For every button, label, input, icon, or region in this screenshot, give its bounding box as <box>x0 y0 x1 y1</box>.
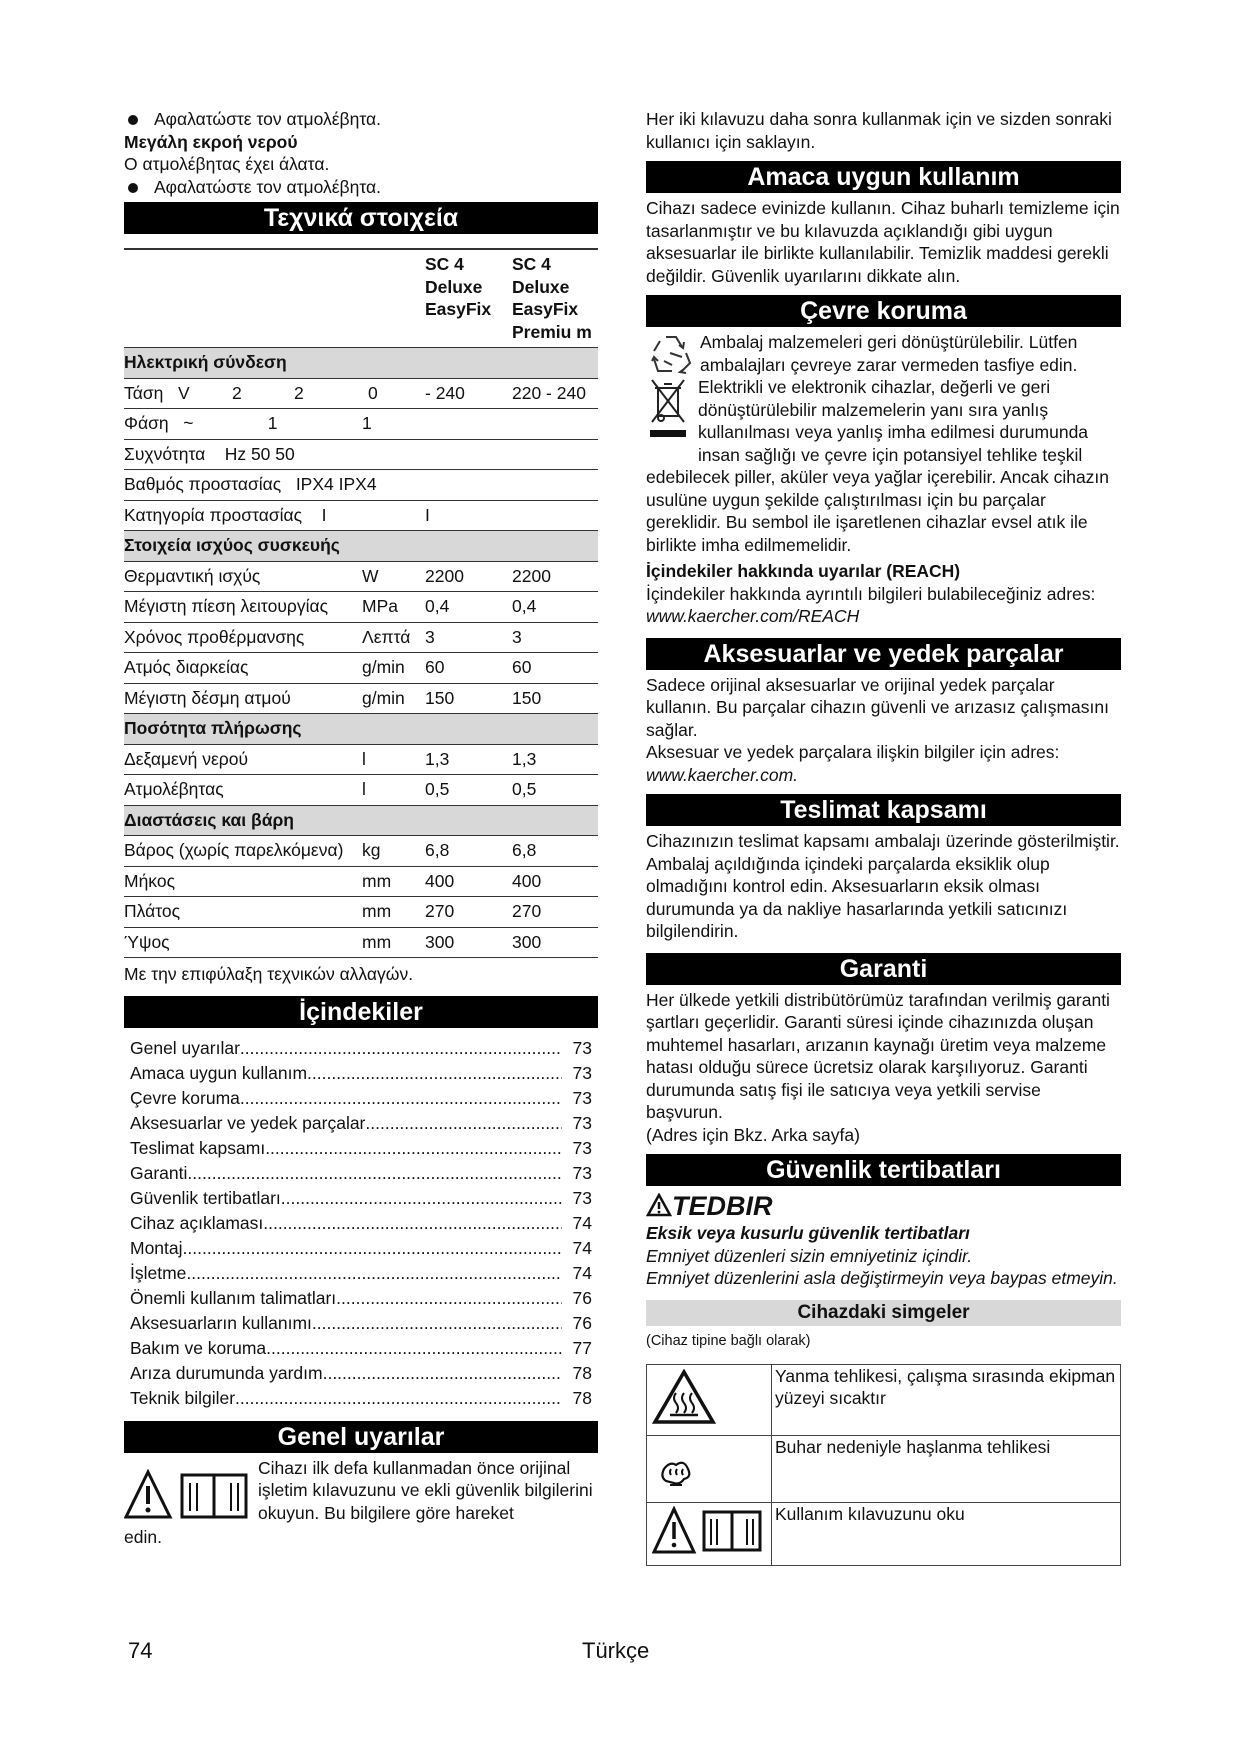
toc-entry[interactable] <box>130 1136 592 1161</box>
toc-entry[interactable] <box>130 1236 592 1261</box>
symbol-row-manual <box>647 1502 1121 1565</box>
section-title-warranty: Garanti <box>646 953 1121 985</box>
bullet-descale-1: Αφαλατώστε τον ατμολέβητα. <box>124 108 598 131</box>
hot-surface-icon <box>652 1369 716 1425</box>
safety-text-1: Emniyet düzenleri sizin emniyetiniz içindir. <box>646 1245 973 1266</box>
toc-entry-title: Aksesuarlar ve yedek parçalar <box>130 1112 366 1133</box>
env-weee-text: Elektrikli ve elektronik cihazlar, değerli ve geri dönüştürülebilir malzemelerin yanı sıra yanlış kullanılması veya yanlış imha edilmesi durumunda insan sağlığı ve çevre için potansiyel tehlike teşkil <box>698 377 1089 465</box>
toc-entry[interactable] <box>130 1386 592 1411</box>
toc-leader-dots <box>307 1061 562 1086</box>
spec-row-tank: Δεξαμενή νερού l 1,3 1,3 <box>124 744 598 775</box>
toc-entry-title: Arıza durumunda yardım <box>130 1362 323 1383</box>
toc-leader-dots <box>240 1036 562 1061</box>
spec-group-dims: Διαστάσεις και βάρη <box>124 805 598 836</box>
toc-leader-dots <box>186 1261 562 1286</box>
symbols-title: Cihazdaki simgeler <box>646 1300 1121 1326</box>
symbol-text-steam: Buhar nedeniyle haşlanma tehlikesi <box>772 1435 1121 1502</box>
toc-entry-page: 78 <box>572 1362 592 1383</box>
toc-entry-title: Genel uyarılar <box>130 1037 240 1058</box>
safety-text-2: Emniyet düzenlerini asla değiştirmeyin veya baypas etmeyin. <box>646 1268 1118 1288</box>
caution-label: TEDBIR <box>672 1191 773 1221</box>
spec-row-pressure: Μέγιστη πίεση λειτουργίας MPa 0,4 0,4 <box>124 592 598 623</box>
toc-leader-dots <box>183 1236 562 1261</box>
spec-col1-header: SC 4 Deluxe EasyFix <box>425 249 512 348</box>
warning-manual-icon <box>124 1469 252 1521</box>
toc-entry-page: 74 <box>572 1212 592 1233</box>
toc-entry[interactable] <box>130 1061 592 1086</box>
general-icons <box>124 1457 258 1527</box>
reach-link[interactable]: www.kaercher.com/REACH <box>646 606 860 626</box>
toc-entry-page: 76 <box>572 1287 592 1308</box>
toc-entry[interactable] <box>130 1111 592 1136</box>
steam-scald-icon <box>656 1451 696 1491</box>
spec-row-voltage: Τάση V 2 2 0 - 240 220 - 240 <box>124 378 598 409</box>
delivery-text: Cihazınızın teslimat kapsamı ambalajı üzerinde gösterilmiştir. Ambalaj açıldığında içindeki parçalarda eksiklik olup olmadığını kontrol edin. Aksesuarların eksik olması durumunda ya da nakliye hasarlarında yetkili satıcınızı bilgilendirin. <box>646 831 1120 941</box>
spec-col2-header: SC 4 Deluxe EasyFix Premiu m <box>512 249 598 348</box>
safety-bold: Eksik veya kusurlu güvenlik tertibatları <box>646 1223 970 1243</box>
intended-use-text: Cihazı sadece evinizde kullanın. Cihaz buharlı temizleme için tasarlanmıştır ve bu kılavuzda açıklandığı gibi uygun aksesuarlar ile birlikte kullanılabilir. Temizlik maddesi gerekli değildir. Güvenlik uyarılarını dikkate alın. <box>646 198 1120 286</box>
toc-entry-page: 73 <box>572 1187 592 1208</box>
toc-leader-dots <box>235 1386 562 1411</box>
env-weee-block <box>646 376 1121 466</box>
toc-entry-title: Amaca uygun kullanım <box>130 1062 308 1083</box>
section-title-accessories: Aksesuarlar ve yedek parçalar <box>646 638 1121 670</box>
toc-entry-page: 74 <box>572 1262 592 1283</box>
symbols-note: (Cihaz tipine bağlı olarak) <box>646 1332 811 1349</box>
symbols-table <box>646 1364 1121 1566</box>
toc-entry-title: İşletme <box>130 1262 187 1283</box>
toc-leader-dots <box>323 1361 562 1386</box>
tech-note: Με την επιφύλαξη τεχνικών αλλαγών. <box>124 964 414 984</box>
right-column <box>646 108 1121 1566</box>
spec-group-power: Στοιχεία ισχύος συσκευής <box>124 531 598 562</box>
spec-row-boiler: Ατμολέβητας l 0,5 0,5 <box>124 775 598 806</box>
toc-entry[interactable] <box>130 1086 592 1111</box>
left-column <box>124 108 598 1549</box>
recycle-icon <box>646 331 698 375</box>
bullet-descale-2: Αφαλατώστε τον ατμολέβητα. <box>124 176 598 199</box>
toc-entry[interactable] <box>130 1286 592 1311</box>
toc-entry-title: Teslimat kapsamı <box>130 1137 266 1158</box>
toc-entry-title: Teknik bilgiler <box>130 1387 236 1408</box>
section-title-environment: Çevre koruma <box>646 295 1121 327</box>
toc-entry[interactable] <box>130 1161 592 1186</box>
crossed-bin-icon <box>646 376 690 440</box>
toc-entry[interactable] <box>130 1261 592 1286</box>
spec-row-phase: Φάση ~ 1 1 <box>124 409 598 440</box>
warning-triangle-icon <box>646 1193 672 1217</box>
toc-entry-title: Montaj <box>130 1237 183 1258</box>
keep-manual-text: Her iki kılavuzu daha sonra kullanmak için ve sizden sonraki kullanıcı için saklayın. <box>646 109 1112 152</box>
caution-heading <box>646 1190 1121 1222</box>
spec-row-preheat: Χρόνος προθέρμανσης Λεπτά 3 3 <box>124 622 598 653</box>
section-title-delivery: Teslimat kapsamı <box>646 794 1121 826</box>
warranty-text: Her ülkede yetkili distribütörümüz tarafından verilmiş garanti şartları geçerlidir. Garanti süresi içinde cihazınızda oluşan muhtemel hasarları, arızanın kaynağı üretim veya malzeme hatası olduğu sürece ücretsiz olarak karşılıyoruz. Garanti durumunda satış fişi ile satıcıya veya yetkili servise başvurun. <box>646 989 1110 1122</box>
env-recycle-block <box>646 331 1121 376</box>
spec-row-length: Μήκος mm 400 400 <box>124 866 598 897</box>
toc-entry-title: Cihaz açıklaması <box>130 1212 264 1233</box>
section-title-intended-use: Amaca uygun kullanım <box>646 161 1121 193</box>
toc-entry[interactable] <box>130 1311 592 1336</box>
spec-row-protection-class: Κατηγορία προστασίας I I <box>124 500 598 531</box>
toc-entry-title: Önemli kullanım talimatları <box>130 1287 337 1308</box>
toc-entry-page: 78 <box>572 1387 592 1408</box>
spec-table <box>124 248 598 958</box>
toc-entry-page: 73 <box>572 1112 592 1133</box>
accessories-text: Sadece orijinal aksesuarlar ve orijinal yedek parçalar kullanın. Bu parçalar cihazın güvenli ve arızasız çalışmasını sağlar. <box>646 674 1109 740</box>
env-recycle-text: Ambalaj malzemeleri geri dönüştürülebilir. Lütfen ambalajları çevreye zarar vermeden tasfiye edin. <box>700 332 1078 375</box>
toc-entry-page: 74 <box>572 1237 592 1258</box>
spec-header-row <box>124 249 598 348</box>
toc-entry-title: Çevre koruma <box>130 1087 240 1108</box>
warranty-address: (Adres için Bkz. Arka sayfa) <box>646 1124 860 1145</box>
env-weee-text-cont: edebilecek piller, aküler veya yağlar içerebilir. Ancak cihazın usulüne uygun şekilde çalıştırılması için bu parçalar gereklidir. Bu sembol ile işaretlenen cihazlar evsel atık ile birlikte imha edilmemelidir. <box>646 467 1110 555</box>
toc-leader-dots <box>187 1161 562 1186</box>
toc-entry-page: 76 <box>572 1312 592 1333</box>
table-of-contents <box>130 1036 592 1411</box>
toc-entry-page: 73 <box>572 1037 592 1058</box>
toc-entry[interactable] <box>130 1186 592 1211</box>
general-text-tail: edin. <box>124 1527 162 1547</box>
calcified-line: Ο ατμολέβητας έχει άλατα. <box>124 154 330 174</box>
toc-entry[interactable] <box>130 1361 592 1386</box>
spec-row-protection: Βαθμός προστασίας IPX4 IPX4 <box>124 470 598 501</box>
spec-row-frequency: Συχνότητα Hz 50 50 <box>124 439 598 470</box>
toc-leader-dots <box>266 1336 562 1361</box>
toc-entry[interactable] <box>130 1036 592 1061</box>
section-title-general: Genel uyarılar <box>124 1421 598 1453</box>
toc-leader-dots <box>365 1111 562 1136</box>
page-number: 74 <box>128 1638 153 1663</box>
spec-row-weight: Βάρος (χωρίς παρελκόμενα) kg 6,8 6,8 <box>124 836 598 867</box>
toc-entry-title: Aksesuarların kullanımı <box>130 1312 312 1333</box>
symbol-text-hot-surface: Yanma tehlikesi, çalışma sırasında ekipman yüzeyi sıcaktır <box>772 1364 1121 1435</box>
spec-row-heat: Θερμαντική ισχύς W 2200 2200 <box>124 561 598 592</box>
toc-entry-title: Bakım ve koruma <box>130 1337 267 1358</box>
general-text: Cihazı ilk defa kullanmadan önce orijinal işletim kılavuzunu ve ekli güvenlik bilgilerini okuyun. Bu bilgilere göre hareket <box>258 1457 593 1523</box>
toc-entry-page: 73 <box>572 1162 592 1183</box>
spec-group-electrical: Ηλεκτρική σύνδεση <box>124 348 598 379</box>
spec-row-width: Πλάτος mm 270 270 <box>124 897 598 928</box>
toc-leader-dots <box>263 1211 562 1236</box>
toc-leader-dots <box>312 1311 562 1336</box>
heading-water-outflow: Μεγάλη εκροή νερού <box>124 131 298 152</box>
toc-entry-page: 73 <box>572 1137 592 1158</box>
section-title-tech-data: Τεχνικά στοιχεία <box>124 202 598 234</box>
toc-leader-dots <box>240 1086 562 1111</box>
symbol-text-manual: Kullanım kılavuzunu oku <box>772 1502 1121 1565</box>
accessories-link[interactable]: www.kaercher.com. <box>646 764 799 785</box>
reach-heading: İçindekiler hakkında uyarılar (REACH) <box>646 561 961 581</box>
toc-entry-title: Güvenlik tertibatları <box>130 1187 281 1208</box>
spec-group-fill: Ποσότητα πλήρωσης <box>124 714 598 745</box>
general-warning-block <box>124 1457 598 1527</box>
read-manual-icon <box>652 1506 764 1556</box>
toc-entry-title: Garanti <box>130 1162 188 1183</box>
reach-text: İçindekiler hakkında ayrıntılı bilgileri bulabileceğiniz adres: www.kaercher.com/REACH <box>646 583 1096 626</box>
section-title-safety: Güvenlik tertibatları <box>646 1154 1121 1186</box>
toc-leader-dots <box>281 1186 562 1211</box>
footer-language: Türkçe <box>582 1638 650 1663</box>
weee-icon-wrap <box>646 376 698 466</box>
spec-row-burst: Μέγιστη δέσμη ατμού g/min 150 150 <box>124 683 598 714</box>
toc-entry[interactable] <box>130 1211 592 1236</box>
symbol-row-steam <box>647 1435 1121 1502</box>
symbol-row-hot-surface <box>647 1364 1121 1435</box>
toc-entry-page: 73 <box>572 1087 592 1108</box>
toc-leader-dots <box>265 1136 562 1161</box>
accessories-info: Aksesuar ve yedek parçalara ilişkin bilgiler için adres: <box>646 742 1060 762</box>
spec-row-steam: Ατμός διαρκείας g/min 60 60 <box>124 653 598 684</box>
spec-row-height: Ύψος mm 300 300 <box>124 927 598 958</box>
toc-entry-page: 73 <box>572 1062 592 1083</box>
toc-entry-page: 77 <box>572 1337 592 1358</box>
section-title-contents: İçindekiler <box>124 996 598 1028</box>
toc-leader-dots <box>336 1286 562 1311</box>
toc-entry[interactable] <box>130 1336 592 1361</box>
